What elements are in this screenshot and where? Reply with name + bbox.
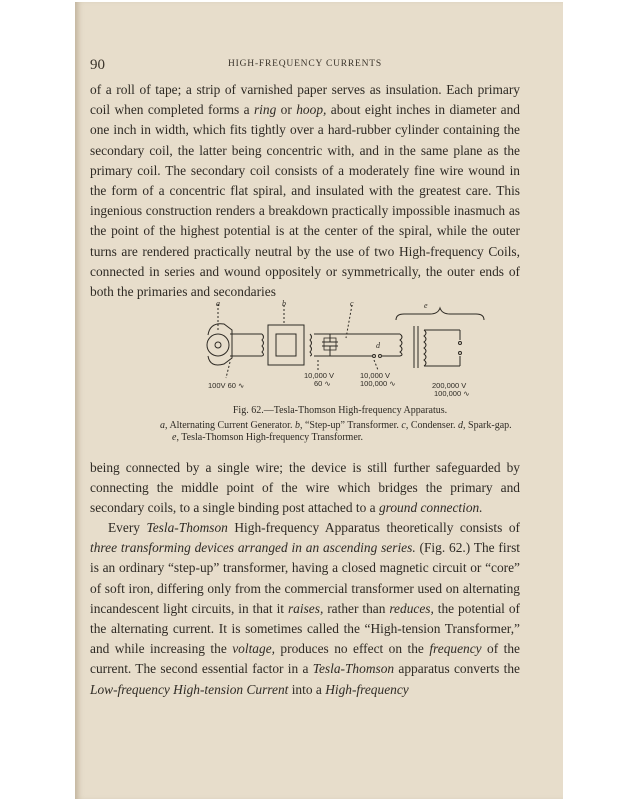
circuit-diagram [200,300,490,402]
page-header [90,57,520,77]
italic-run: c [401,419,406,431]
text-run: , Spark-gap. [463,419,512,431]
running-head: HIGH-FREQUENCY CURRENTS [228,59,382,69]
italic-run: Low-frequency High-tension Current [90,681,289,697]
spark-gap-ball [373,355,376,358]
italic-run: voltage, [232,641,275,657]
rating-generator: 100V 60 ∿ [208,381,245,390]
text-run: , Tesla-Thomson High-frequency Transformer. [176,432,364,443]
italic-run: ring [253,102,277,118]
transformer-secondary [310,334,312,356]
tesla-secondary [424,330,426,366]
italic-run: Tesla-Thomson [312,661,395,677]
text-run: High-frequency Apparatus theoretically consists of [227,520,520,535]
text-run: Every [108,520,147,535]
caption-legend [160,420,520,445]
italic-run: three transforming devices arranged in an ascending series. [90,540,416,556]
text-run: or [276,102,297,118]
italic-run: raises, [287,600,324,616]
paragraph [90,458,520,519]
paragraph [90,80,520,302]
text-run: into a [288,681,326,697]
italic-run: reduces, [389,600,434,616]
rating-condenser-frequency: 100,000 ∿ [360,379,396,388]
rating-output-frequency: 100,000 ∿ [434,389,470,398]
rating-transformer-frequency: 60 ∿ [314,379,331,388]
text-run: , “Step-up” Transformer. [299,419,402,431]
text-run: apparatus converts the [394,661,520,677]
paragraph [90,518,520,700]
transformer-primary [262,334,264,356]
italic-run: Tesla-Thomson [146,520,228,535]
rating-condenser-voltage: 10,000 V [360,371,391,380]
italic-run: d [458,419,464,431]
label-e: e [424,301,428,310]
text-run: , Condenser. [405,419,459,431]
italic-run: e [172,432,177,443]
text-run: of a roll of tape; a strip of varnished paper serves as insulation. Each primary coil when completed forms a [90,82,520,118]
italic-run: High-frequency [325,681,409,697]
circuit-diagram-svg [200,300,490,402]
label-d: d [376,341,380,350]
italic-run: b [294,419,300,431]
text-run: of the current. The second essential factor in a [90,641,520,677]
label-a: a [216,300,220,308]
italic-run: frequency [429,641,482,657]
italic-run: hoop, [296,102,327,118]
italic-run: ground connection. [378,500,483,516]
caption-title: Fig. 62.—Tesla-Thomson High-frequency Apparatus. [232,405,448,416]
transformer-core [268,325,304,365]
tesla-primary [400,334,402,356]
figure-caption [160,405,520,445]
italic-run: a [160,419,165,431]
generator-symbol [207,334,229,356]
text-run: , Alternating Current Generator. [165,419,295,431]
page-number: 90 [90,57,105,73]
text-run: produces no effect on the [274,641,430,657]
text-run: about eight inches in diameter and one inch in width, which fits tightly over a hard-rubber cylinder containing the secondary coil, the latter being concentric with, and in the same plane as the primary coil. The secondary coil consists of a moderately fine wire wound in the form of a concentric flat spiral, and insulated with the greatest care. This ingenious construction renders a breakdown practically impossible inasmuch as the point of the highest potential is at the center of the spiral, while the outer turns are rendered practically neutral by the use of two High-frequency Coils, connected in series and wound oppositely or symmetrically, the outer ends of both the primaries and secondaries [90,102,521,300]
rating-output-voltage: 200,000 V [432,381,467,390]
label-b: b [282,300,286,308]
label-c: c [350,300,354,308]
text-run: (Fig. 62.) The first is an ordinary “step-up” transformer, having a closed magnetic circuit or “core” of soft iron, differing only from the commercial transformer used on alternating incandescent light circuits, in that it [90,540,521,616]
text-run: being connected by a single wire; the device is still further safeguarded by connecting the middle point of the wire which bridges the primary and secondary coils, to a single binding post attached to a [90,460,520,516]
text-run: rather than [323,600,390,616]
text-run: the potential of the alternating current. It is sometimes called the “High-tension Transformer,” and while increasing the [90,600,520,657]
rating-transformer-voltage: 10,000 V [304,371,335,380]
